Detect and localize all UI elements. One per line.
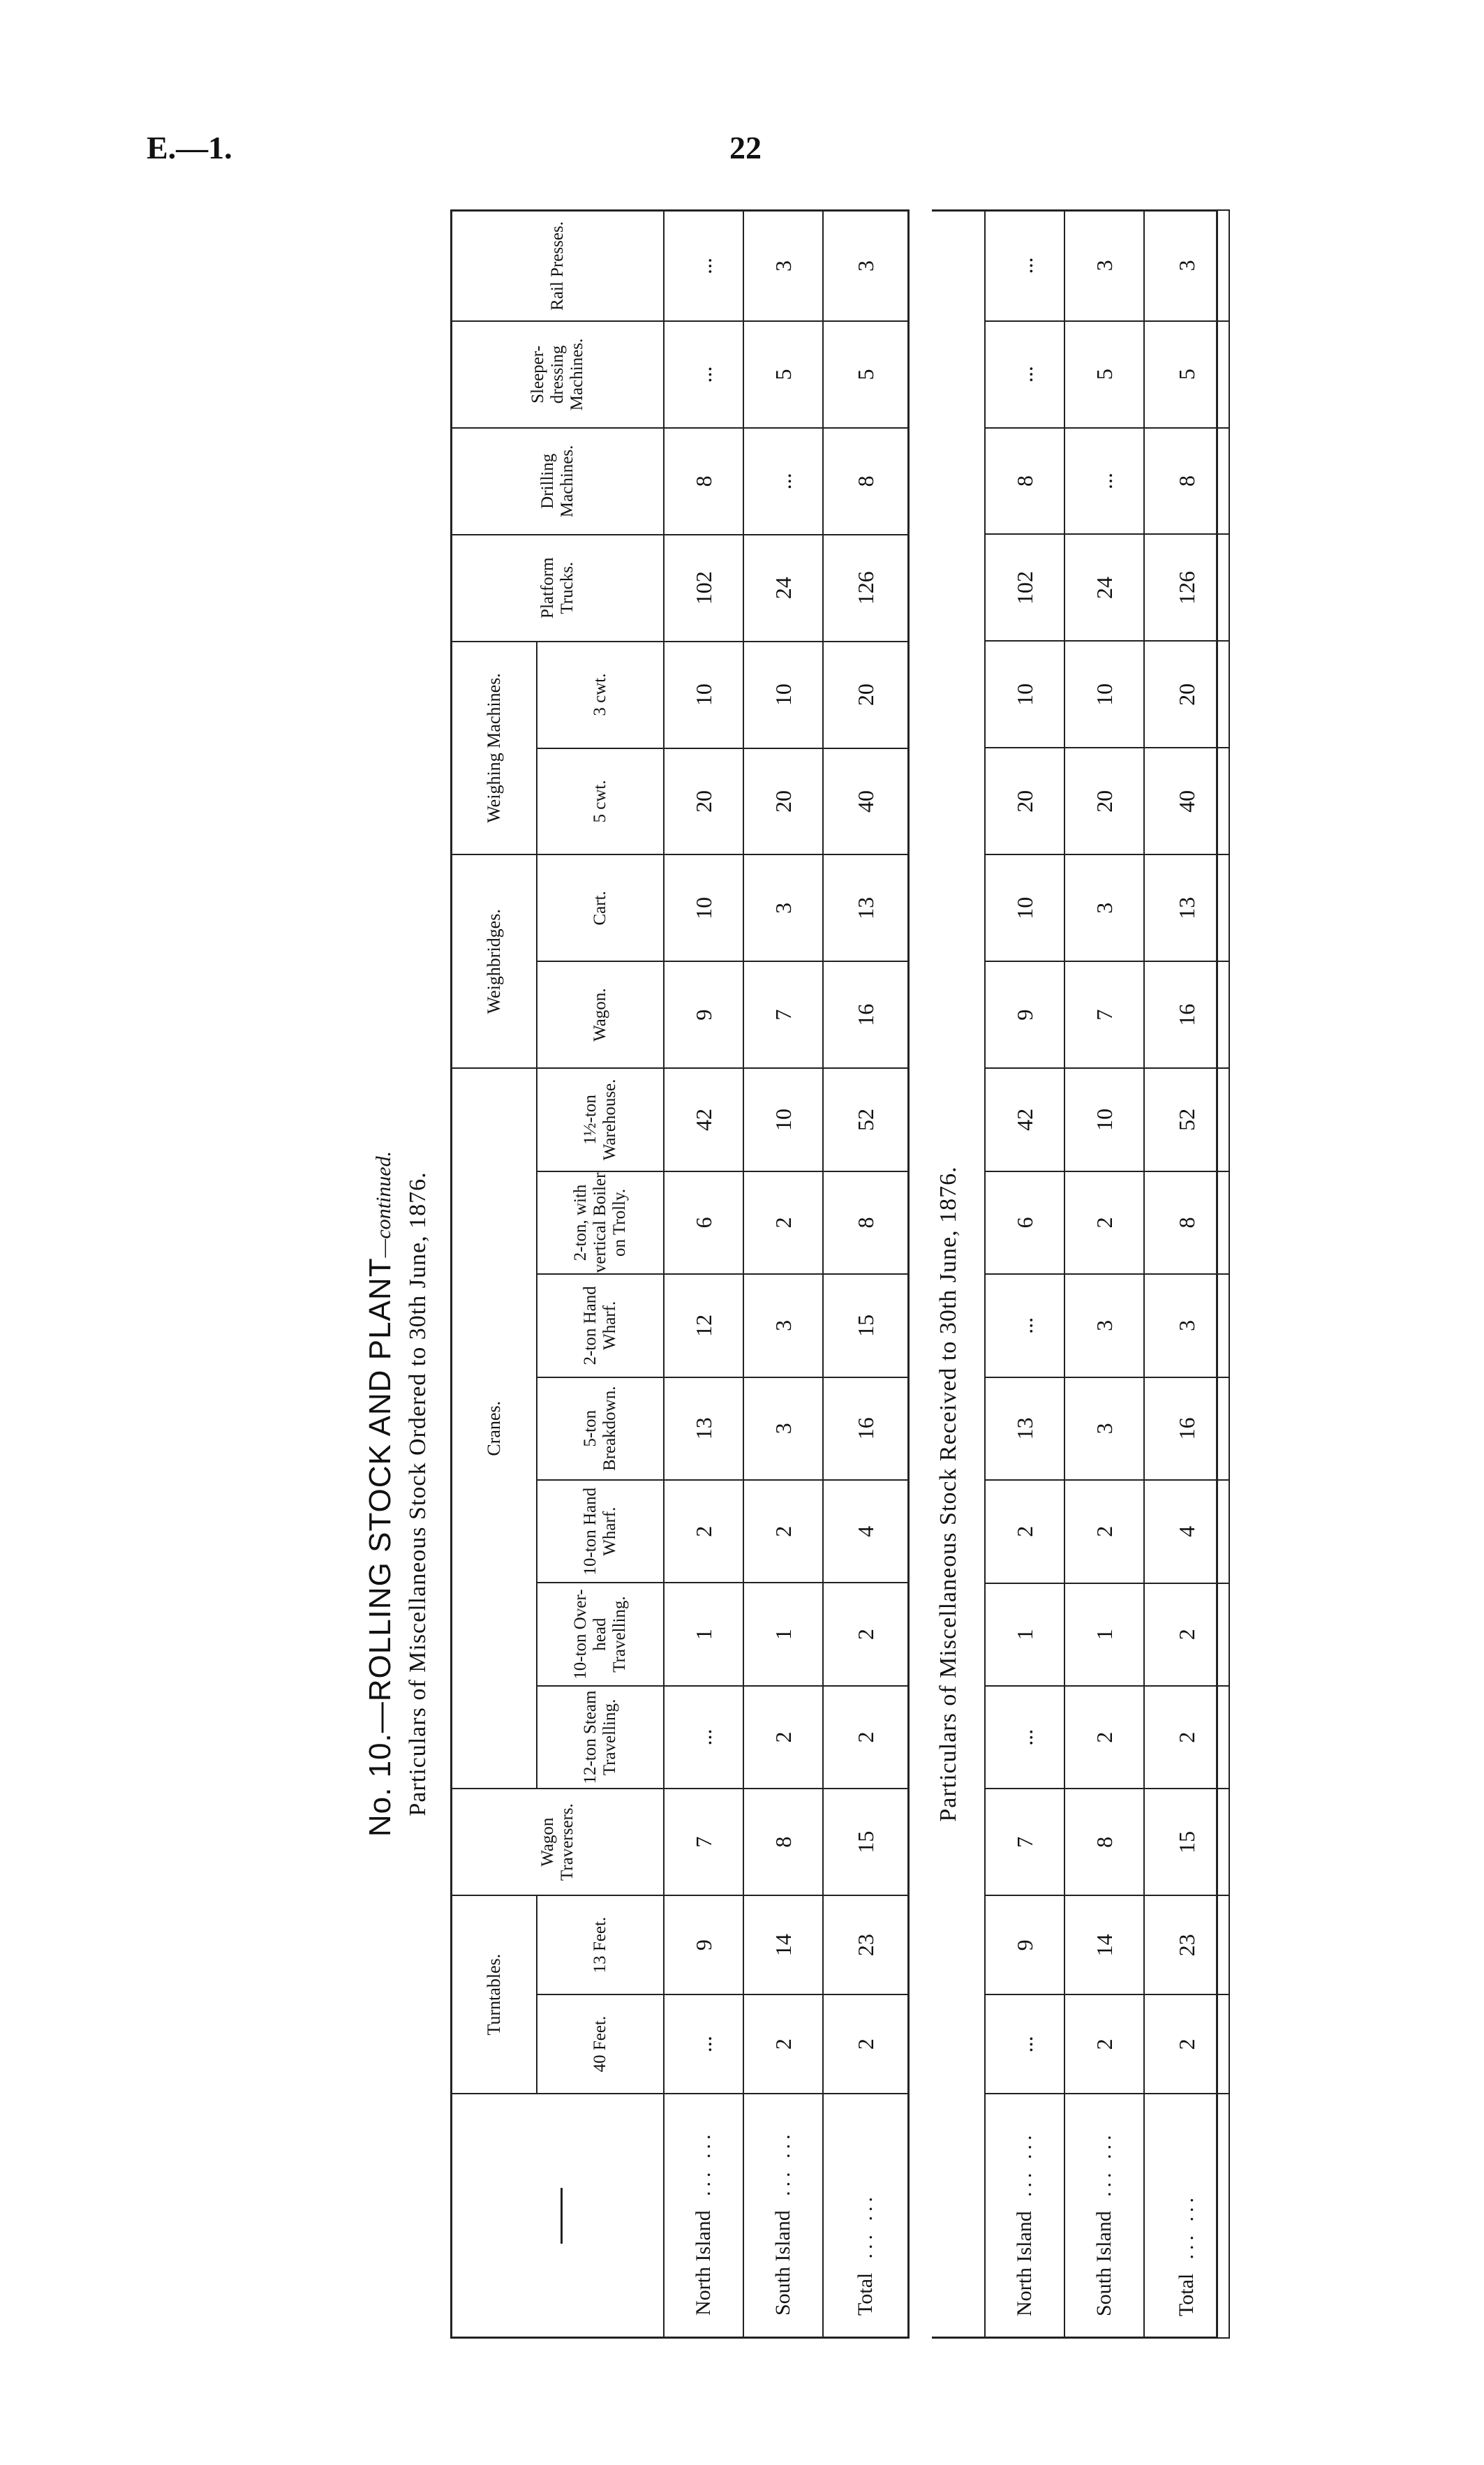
table-cell: 42 — [985, 1068, 1064, 1171]
table-cell: 2 — [743, 1171, 823, 1274]
table-cell: 3 — [1144, 210, 1229, 321]
col-3-cwt: 3 cwt. — [537, 642, 664, 748]
table-cell: 10 — [1064, 641, 1144, 748]
table-cell: 2 — [1064, 1480, 1144, 1583]
table-cell: 42 — [664, 1068, 743, 1171]
table-row-total — [823, 211, 909, 2338]
row-label-text: South Island — [1092, 2211, 1115, 2316]
table-cell: 6 — [664, 1171, 743, 1274]
table-cell: 1 — [1064, 1583, 1144, 1686]
table-cell: 10 — [743, 642, 823, 748]
table-cell: 20 — [664, 748, 743, 855]
table-cell: 10 — [664, 642, 743, 748]
table-cell: 23 — [1144, 1895, 1229, 1994]
col-2-ton-vertical-boiler: 2-ton, with vertical Boiler on Trolly. — [537, 1171, 664, 1274]
table-cell: 24 — [743, 535, 823, 642]
row-header-dash — [561, 2188, 563, 2244]
table-cell: 1 — [664, 1583, 743, 1685]
table-cell: 4 — [1144, 1480, 1229, 1583]
table-cell: 23 — [823, 1895, 909, 1994]
col-13-feet: 13 Feet. — [537, 1895, 664, 1994]
table-cell: ... — [743, 428, 823, 535]
table-cell: 9 — [664, 1895, 743, 1994]
table-cell: 9 — [985, 1895, 1064, 1994]
table-row — [743, 211, 823, 2338]
ordered-section — [450, 209, 910, 2339]
received-section — [984, 209, 1230, 2339]
table-row-total — [1144, 210, 1229, 2338]
table-cell: 52 — [1144, 1068, 1229, 1171]
table-cell: 14 — [1064, 1895, 1144, 1994]
table-cell: 13 — [1144, 854, 1229, 961]
table-cell: 8 — [1144, 428, 1229, 535]
row-label — [985, 2094, 1064, 2338]
table-cell: 3 — [1064, 854, 1144, 961]
table-cell: 20 — [743, 748, 823, 855]
table-title-continued: —continued. — [372, 1150, 395, 1258]
table-cell: ... — [985, 1686, 1064, 1789]
col-drilling-machines: Drilling Machines. — [452, 428, 665, 535]
table-cell: 126 — [823, 535, 909, 642]
received-table — [984, 209, 1230, 2339]
table-cell: 10 — [985, 641, 1064, 748]
row-label-text: Total — [1175, 2273, 1198, 2316]
table-cell: 2 — [1064, 1686, 1144, 1789]
group-header-row — [452, 211, 537, 2338]
row-label-text: North Island — [1013, 2211, 1036, 2316]
table-cell: 14 — [743, 1895, 823, 1994]
row-dots: ... ... — [1175, 2193, 1198, 2260]
table-cell: 52 — [823, 1068, 909, 1171]
row-dots: ... ... — [1013, 2131, 1036, 2197]
table-cell: 1 — [985, 1583, 1064, 1686]
table-cell: 3 — [1064, 210, 1144, 321]
table-cell: 40 — [823, 748, 909, 855]
table-cell: 8 — [823, 1171, 909, 1274]
table-cell: 12 — [664, 1274, 743, 1377]
row-label — [743, 2094, 823, 2337]
col-5-ton-breakdown: 5-ton Breakdown. — [537, 1377, 664, 1480]
row-label — [823, 2094, 909, 2337]
table-cell: 8 — [1144, 1171, 1229, 1274]
table-cell: 16 — [823, 961, 909, 1068]
table-cell: 3 — [1064, 1274, 1144, 1377]
table-title — [363, 649, 401, 2339]
table-cell: 2 — [664, 1480, 743, 1583]
table-cell: 2 — [743, 1480, 823, 1583]
page-reference: E.—1. — [147, 130, 232, 165]
row-dots: ... ... — [854, 2193, 877, 2259]
table-cell: 2 — [823, 1686, 909, 1789]
table-cell: 10 — [743, 1068, 823, 1171]
table-cell: 2 — [985, 1480, 1064, 1583]
table-row — [664, 211, 743, 2338]
table-cell: 16 — [823, 1377, 909, 1480]
table-cell: 5 — [823, 321, 909, 428]
table-cell: ... — [985, 1994, 1064, 2094]
table-cell: 2 — [1144, 1994, 1229, 2094]
table-cell: 5 — [1064, 321, 1144, 428]
table-cell: 7 — [664, 1789, 743, 1895]
table-cell: 126 — [1144, 534, 1229, 641]
row-label-text: Total — [854, 2272, 877, 2316]
table-cell: 2 — [1064, 1994, 1144, 2094]
group-weighing-machines: Weighing Machines. — [452, 642, 537, 855]
group-cranes: Cranes. — [452, 1068, 537, 1789]
table-cell: ... — [664, 1994, 743, 2094]
table-cell: 2 — [823, 1994, 909, 2094]
table-cell: 24 — [1064, 534, 1144, 641]
table-cell: 15 — [1144, 1789, 1229, 1895]
col-12-ton-steam: 12-ton Steam Travelling. — [537, 1686, 664, 1789]
row-label-text: North Island — [692, 2210, 715, 2316]
table-cell: 8 — [823, 428, 909, 535]
table-cell: 102 — [985, 534, 1064, 641]
table-cell: 3 — [743, 854, 823, 961]
col-platform-trucks: Platform Trucks. — [452, 535, 665, 642]
row-label — [1144, 2094, 1229, 2338]
table-row — [1064, 210, 1144, 2338]
table-cell: 2 — [743, 1994, 823, 2094]
table-cell: ... — [985, 1274, 1064, 1377]
table-cell: 20 — [985, 748, 1064, 854]
table-cell: 3 — [1144, 1274, 1229, 1377]
table-cell: 16 — [1144, 961, 1229, 1068]
table-cell: 3 — [743, 211, 823, 322]
table-cell: 7 — [1064, 961, 1144, 1068]
table-cell: 9 — [985, 961, 1064, 1068]
table-cell: 2 — [743, 1686, 823, 1789]
table-cell: 7 — [985, 1789, 1064, 1895]
row-label — [1064, 2094, 1144, 2338]
table-cell: 20 — [823, 642, 909, 748]
table-cell: 13 — [985, 1377, 1064, 1480]
table-cell: ... — [664, 1686, 743, 1789]
table-cell: 2 — [1064, 1171, 1144, 1274]
rotated-content — [363, 209, 1218, 2339]
table-cell: 20 — [1064, 748, 1144, 854]
table-cell: 7 — [743, 961, 823, 1068]
table-cell: 5 — [743, 321, 823, 428]
table-cell: 20 — [1144, 641, 1229, 748]
table-cell: 2 — [823, 1583, 909, 1685]
row-dots: ... ... — [1092, 2131, 1115, 2197]
col-2-ton-hand-wharf: 2-ton Hand Wharf. — [537, 1274, 664, 1377]
table-cell: 6 — [985, 1171, 1064, 1274]
row-header-cell — [452, 2094, 665, 2337]
table-cell: ... — [985, 321, 1064, 428]
table-cell: 3 — [823, 211, 909, 322]
rotated-table-area — [363, 209, 1218, 2339]
col-weighbridge-wagon: Wagon. — [537, 961, 664, 1068]
table-cell: 10 — [1064, 1068, 1144, 1171]
table-cell: 10 — [664, 854, 743, 961]
ordered-heading: Particulars of Miscellaneous Stock Ordered to 30th June, 1876. — [405, 1171, 431, 1816]
col-weighbridge-cart: Cart. — [537, 854, 664, 961]
table-cell: 1 — [743, 1583, 823, 1685]
table-cell: 10 — [985, 854, 1064, 961]
table-cell: ... — [664, 211, 743, 322]
page-number: 22 — [729, 130, 762, 165]
table-cell: ... — [664, 321, 743, 428]
received-heading: Particulars of Miscellaneous Stock Received to 30th June, 1876. — [935, 1166, 961, 1822]
row-dots: ... ... — [771, 2130, 794, 2196]
col-10-ton-overhead: 10-ton Over-head Travelling. — [537, 1583, 664, 1685]
group-turntables: Turntables. — [452, 1895, 537, 2094]
table-cell: 8 — [1064, 1789, 1144, 1895]
table-cell: 13 — [823, 854, 909, 961]
row-label-text: South Island — [771, 2210, 794, 2316]
table-cell: 9 — [664, 961, 743, 1068]
col-sleeper-dressing-machines: Sleeper-dressing Machines. — [452, 321, 665, 428]
table-cell: 3 — [1064, 1377, 1144, 1480]
table-cell: 5 — [1144, 321, 1229, 428]
table-title-text: No. 10.—ROLLING STOCK AND PLANT — [363, 1257, 397, 1837]
group-weighbridges: Weighbridges. — [452, 854, 537, 1068]
table-cell: 13 — [664, 1377, 743, 1480]
table-cell: ... — [1064, 428, 1144, 535]
table-cell: 15 — [823, 1789, 909, 1895]
row-label — [664, 2094, 743, 2337]
table-cell: 4 — [823, 1480, 909, 1583]
row-dots: ... ... — [692, 2130, 715, 2196]
table-row — [985, 210, 1064, 2338]
table-cell: 3 — [743, 1274, 823, 1377]
table-cell: 8 — [985, 428, 1064, 535]
col-wagon-traversers: Wagon Traversers. — [452, 1789, 665, 1895]
table-cell: 2 — [1144, 1686, 1229, 1789]
table-cell: 8 — [664, 428, 743, 535]
ordered-table — [450, 209, 910, 2339]
table-cell: ... — [985, 210, 1064, 321]
table-cell: 16 — [1144, 1377, 1229, 1480]
col-rail-presses: Rail Presses. — [452, 211, 665, 322]
table-cell: 102 — [664, 535, 743, 642]
col-1-5-ton-warehouse: 1½-ton Warehouse. — [537, 1068, 664, 1171]
col-40-feet: 40 Feet. — [537, 1994, 664, 2094]
col-5-cwt: 5 cwt. — [537, 748, 664, 855]
table-cell: 15 — [823, 1274, 909, 1377]
table-cell: 8 — [743, 1789, 823, 1895]
col-10-ton-hand-wharf: 10-ton Hand Wharf. — [537, 1480, 664, 1583]
table-cell: 40 — [1144, 748, 1229, 854]
table-cell: 3 — [743, 1377, 823, 1480]
table-cell: 2 — [1144, 1583, 1229, 1686]
